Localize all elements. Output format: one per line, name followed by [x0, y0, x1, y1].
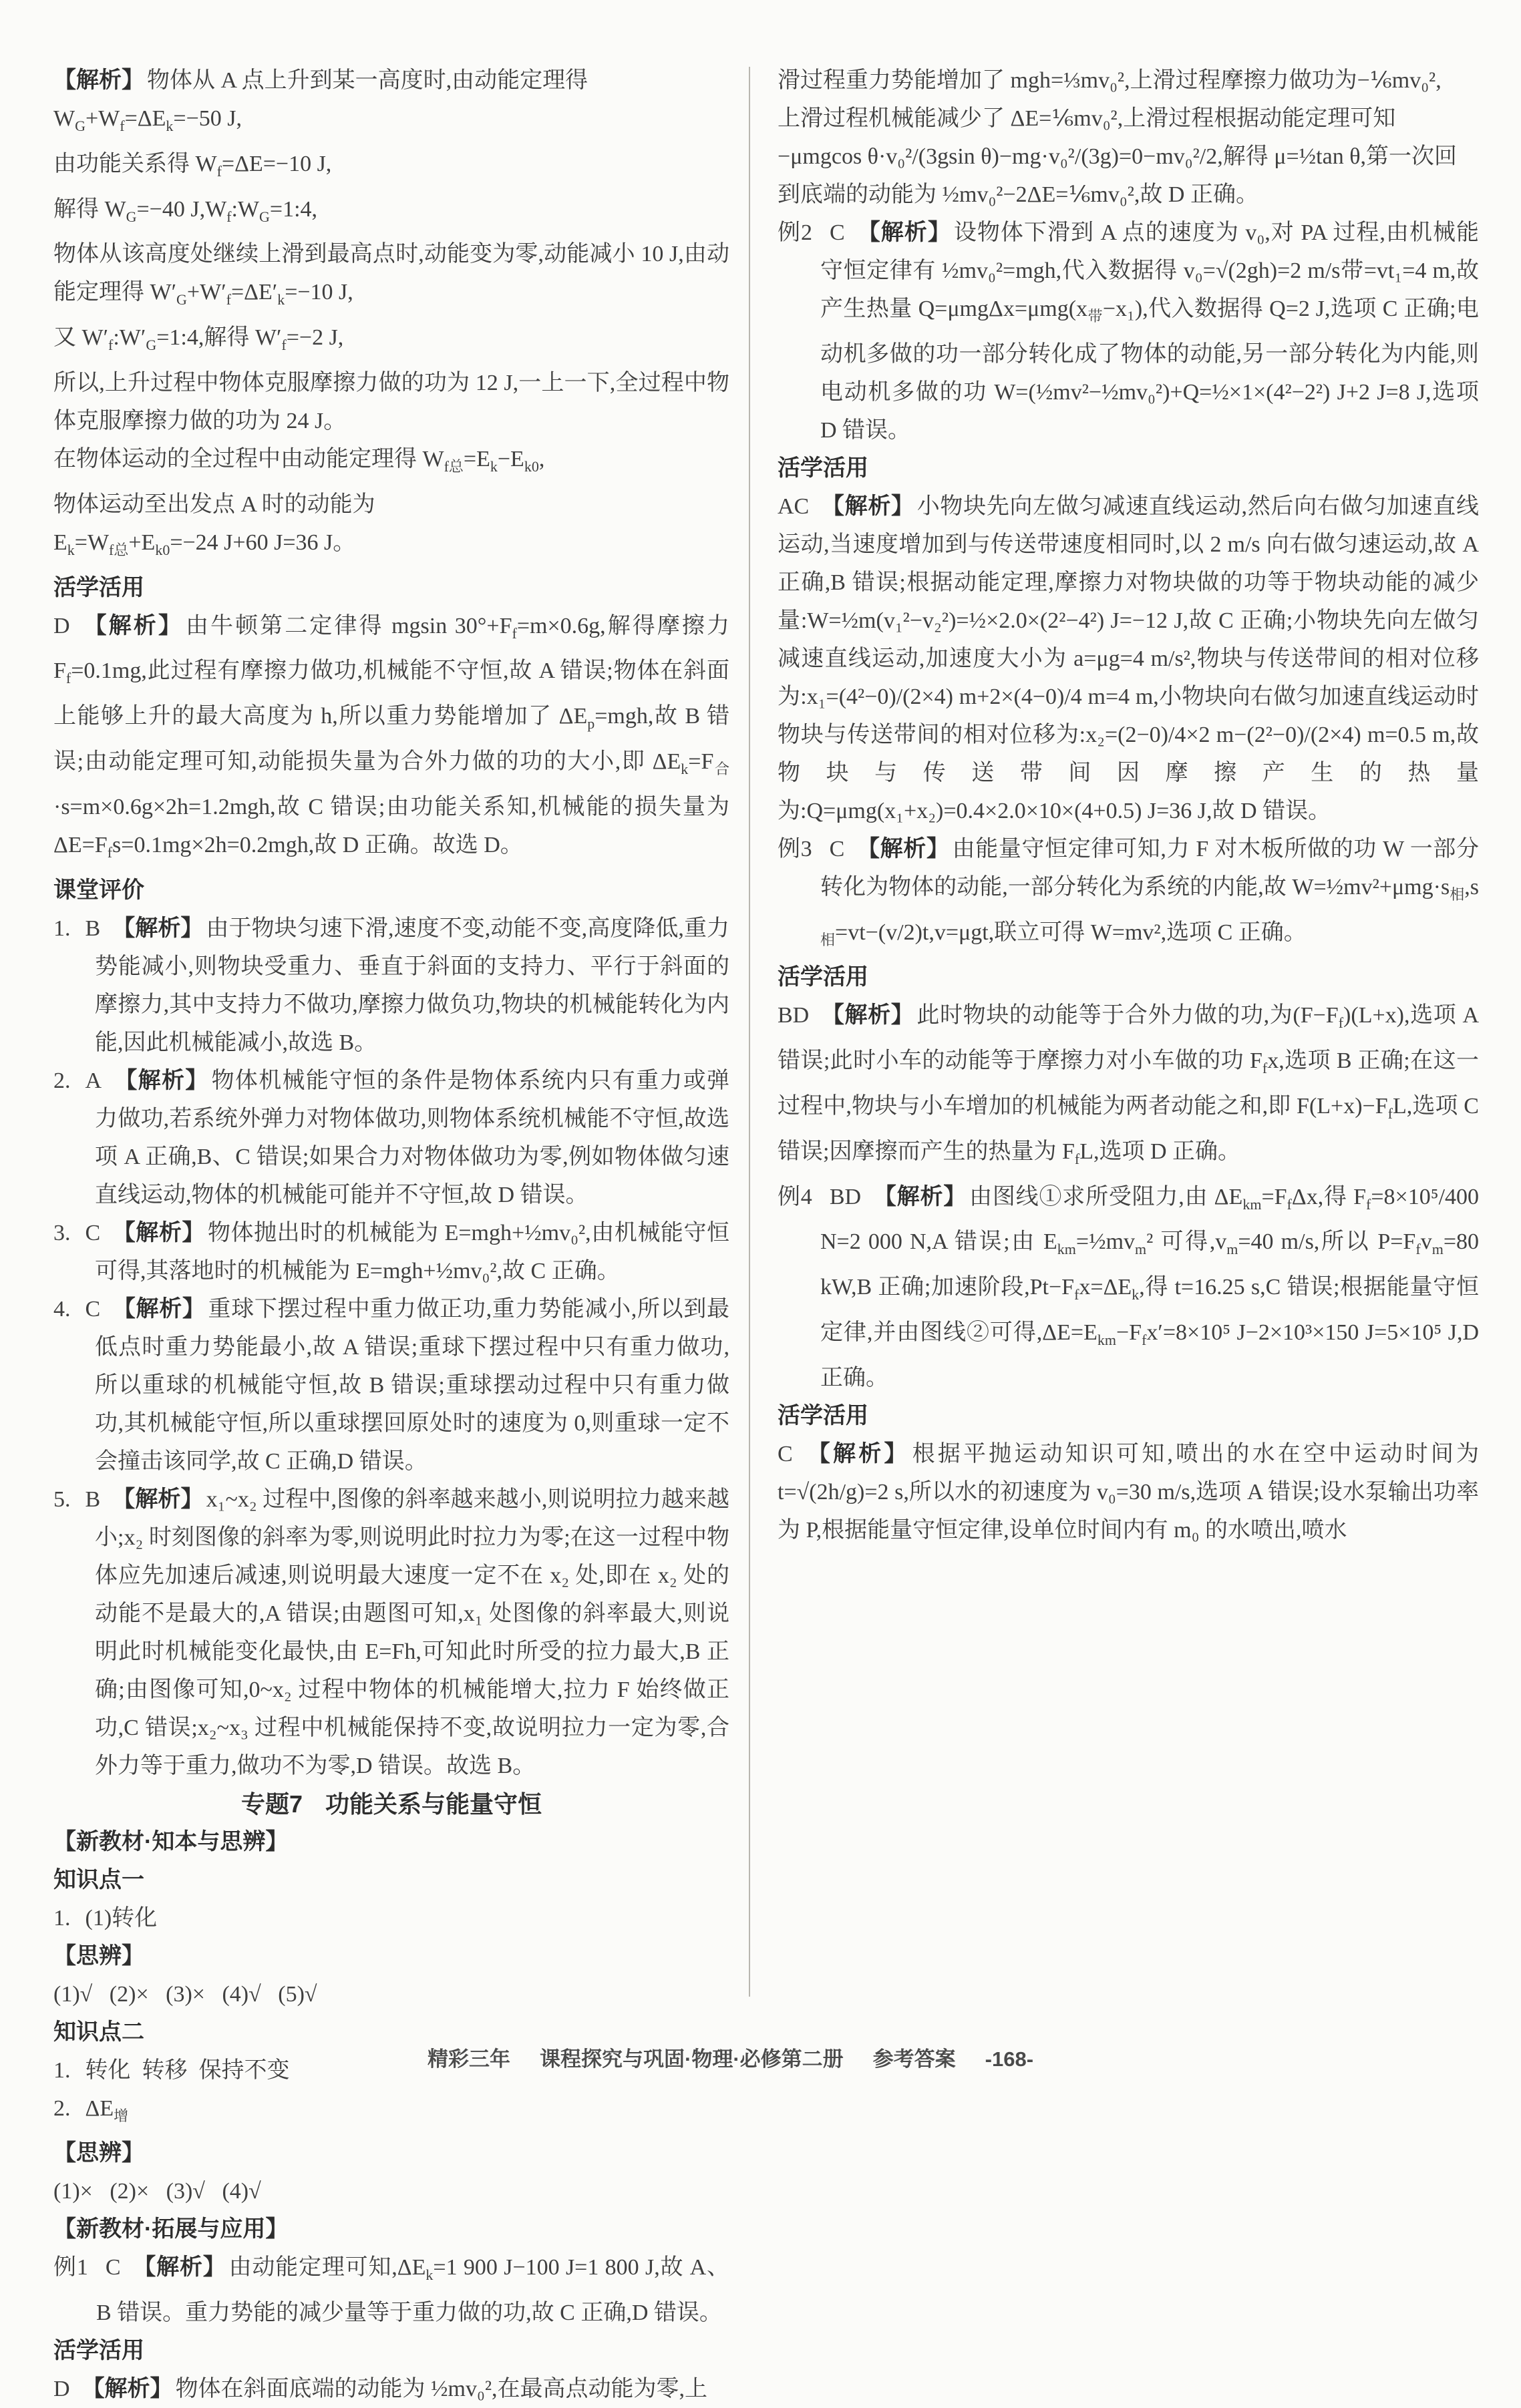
knowledge-point-2-heading: 知识点二	[53, 2019, 144, 2045]
knowledge-point-1-heading: 知识点一	[53, 1866, 144, 1892]
solution-text: 物体从 A 点上升到某一高度时,由动能定理得	[147, 68, 588, 93]
analysis-marker: 【解析】	[804, 1440, 910, 1466]
section-heading-huoxue: 活学活用	[778, 455, 868, 481]
bracket-heading-tuozhan: 【新教材·拓展与应用】	[53, 2216, 289, 2242]
footer-section-label: 参考答案	[872, 2047, 956, 2071]
equation-line: 由功能关系得 $W_f=\Delta E=-10$ J,	[53, 151, 332, 180]
answer-text: (1)转化	[85, 1905, 158, 1931]
example-number: 例2	[778, 220, 813, 245]
item-number: 2.	[53, 1068, 71, 1093]
answer-text: 转化 转移 保持不变	[85, 2057, 290, 2083]
example-number: 例3	[778, 836, 812, 861]
solution-text: 上滑过程机械能减少了 ΔE=⅙mv₀²,上滑过程根据动能定理可知	[778, 106, 1396, 131]
topic-number: 专题7	[240, 1790, 303, 1818]
equation-line: $W_G+W_f=\Delta E_k=-50$ J,	[53, 106, 242, 134]
item-number: 2.	[53, 2095, 71, 2121]
analysis-marker: 【解析】	[112, 1486, 204, 1512]
answer-item	[778, 487, 1479, 830]
page-footer	[428, 2042, 1033, 2072]
analysis-marker: 【解析】	[112, 915, 204, 941]
analysis-marker: 【解析】	[873, 1183, 967, 1209]
numbered-answer-item	[53, 1062, 729, 1214]
answer-text: $\Delta E_增$	[85, 2095, 129, 2124]
answer-text: 由动能定理可知$,\Delta E_k=1$ 900 J−100 J=1 800 J,故 A、B 错误。重力势能的减少量等于重力做的功,故 C 正确,D 错误。	[96, 2255, 730, 2326]
answer-letter: C	[85, 1296, 101, 1322]
analysis-marker: 【解析】	[81, 2376, 173, 2402]
bracket-heading-zhiben: 【新教材·知本与思辨】	[53, 1828, 289, 1854]
answer-text: 物体在斜面底端的动能为 ½mv₀²,在最高点动能为零,上	[175, 2377, 708, 2402]
answer-text: 小物块先向左做匀减速直线运动,然后向右做匀加速直线运动,当速度增加到与传送带速度相同时,以 2 m/s 向右做匀速运动,故 A 正确,B 错误;根据动能定理,摩擦力对物块做的功等于物块动能的减少量:W=½m(v₁²−v₂²)=½×2.0×(2²−4²) J=−12 J,故 C 正确;小物块先向左做匀减速直线运动,加速度大小为 a=μg=4 m/s²,物块与传送带间的相对位移为:x₁=(4²−0)/(2×4) m+2×(4−0)/4 m=4 m,小物块向右做匀加速直线运动时物块与传送带间的相对位移为:x₂=(2−0)/4×2 m−(2²−0)/(2×4) m=0.5 m,故物块与传送带间因摩擦产生的热量为:Q=μmg(x₁+x₂)=0.4×2.0×10×(4+0.5) J=36 J,故 D 错误。	[778, 493, 1480, 823]
example-answer-item	[778, 1178, 1479, 1397]
analysis-marker: 【解析】	[821, 493, 914, 519]
analysis-marker: 【解析】	[114, 1067, 209, 1093]
answer-text: 此时物块的动能等于合外力做的功,为$(F-F_f)(L+x)$,选项 A 错误;此时小车的动能等于摩擦力对小车做的功 $F_fx$,选项 B 正确;在这一过程中,物块与小车增加的机械能为两者动能之和,即 $F(L+x)-F_fL$,选项 C 错误;因摩擦而产生的热量为 $F_fL$,选项 D 正确。	[778, 1003, 1479, 1167]
answer-letter: C	[778, 1441, 793, 1466]
analysis-marker: 【解析】	[81, 612, 183, 638]
section-heading-huoxue: 活学活用	[778, 1402, 868, 1428]
equation-line: 解得 $W_G=-40$ $J,W_f:W_G=1:4$,	[53, 196, 318, 225]
answer-letter: D	[53, 2377, 70, 2402]
answer-letter: C	[829, 836, 845, 861]
answer-letter: D	[53, 613, 70, 638]
right-column	[778, 61, 1479, 1549]
true-false-answers: (1)× (2)× (3)√ (4)√	[53, 2179, 261, 2204]
column-divider	[749, 67, 750, 1997]
answer-letter: C	[830, 220, 845, 245]
answer-text: x₁~x₂ 过程中,图像的斜率越来越小,则说明拉力越来越小;x₂ 时刻图像的斜率为零,则说明此时拉力为零;在这一过程中物体应先加速后减速,则说明最大速度一定不在 x₂ 处,即在 x₂ 处的动能不是最大的,A 错误;由题图可知,x₁ 处图像的斜率最大,则说明此时机械能变化最快,由 E=Fh,可知此时所受的拉力最大,B 正确;由图像可知,0~x₂ 过程中物体的机械能增大,拉力 F 始终做正功,C 错误;x₂~x₃ 过程中机械能保持不变,故说明拉力一定为零,合外力等于重力,做功不为零,D 错误。故选 B。	[95, 1486, 730, 1778]
solution-text: 物体从该高度处继续上滑到最高点时,动能变为零,动能减小 10 J,由动能定理得 $W'_G+W'_f=\Delta E'_k=-10$ J,	[53, 242, 729, 309]
footer-series: 精彩三年	[428, 2047, 510, 2071]
analysis-marker: 【解析】	[112, 1295, 206, 1322]
answer-letter: BD	[829, 1184, 862, 1209]
item-number: 4.	[53, 1296, 71, 1322]
analysis-marker: 【解析】	[112, 1219, 205, 1245]
section-heading-huoxue: 活学活用	[778, 964, 868, 990]
example-number: 例4	[778, 1184, 812, 1209]
item-number: 1.	[53, 916, 71, 941]
answer-text: 由能量守恒定律可知,力 F 对木板所做的功 W 一部分转化为物体的动能,一部分转化为系统的内能,故 $W=\frac{1}{2}mv^2+\mu mg\cdot s_相,s_相=vt-(v/2)t,v=\mu gt$,联立可得 W=mv²,选项 C 正确。	[820, 836, 1480, 948]
answer-letter: C	[105, 2255, 121, 2280]
answer-letter: B	[85, 1486, 101, 1512]
solution-text: 滑过程重力势能增加了 mgh=⅓mv₀²,上滑过程摩擦力做功为−⅙mv₀²,	[778, 68, 1442, 93]
numbered-answer-item	[53, 1290, 729, 1480]
knowledge-answer	[53, 1899, 729, 1937]
answer-letter: AC	[778, 493, 810, 519]
equation-line: 又 $W'_f:W'_G=1:4$,解得 $W'_f=-2$ J,	[53, 325, 344, 353]
answer-text: 根据平抛运动知识可知,喷出的水在空中运动时间为 t=√(2h/g)=2 s,所以水的初速度为 v₀=30 m/s,选项 A 错误;设水泵输出功率为 P,根据能量守恒定律,设单位时间内有 m₀ 的水喷出,喷水	[778, 1441, 1480, 1543]
answer-item	[53, 607, 729, 871]
equation-line: $E_k=W_{f总}+E_{k0}=-24$ J+60 J=36 J。	[53, 530, 356, 558]
numbered-answer-item	[53, 910, 729, 1062]
answer-text: 物体抛出时的机械能为 E=mgh+½mv₀²,由机械能守恒可得,其落地时的机械能为 E=mgh+½mv₀²,故 C 正确。	[95, 1220, 730, 1283]
numbered-answer-item	[53, 1214, 729, 1290]
bracket-heading-sibian: 【思辨】	[53, 2140, 144, 2166]
numbered-answer-item	[53, 1480, 729, 1785]
section-heading-ketang: 课堂评价	[53, 877, 144, 903]
analysis-marker: 【解析】	[856, 220, 951, 245]
true-false-answers: (1)√ (2)× (3)× (4)√ (5)√	[53, 1981, 317, 2007]
answer-letter: BD	[778, 1003, 810, 1028]
answer-text: 重球下摆过程中重力做正功,重力势能减小,所以到最低点时重力势能最小,故 A 错误;重球下摆过程中只有重力做功,所以重球的机械能守恒,故 B 错误;重球摆动过程中只有重力做功,其机械能守恒,所以重球摆回原处时的速度为 0,则重球一定不会撞击该同学,故 C 正确,D 错误。	[95, 1296, 729, 1474]
answer-text: 由图线①求所受阻力,由 $\Delta E_{km}=F_f\Delta x$,得 $F_f=8\times 10^5/400$ N=2 000 N,A 错误;由 $E_{km}=\frac{1}{2}mv_m^2$ 可得$,v_m=40$ m/s,所以 $P=F_fv_m=80$ kW,B 正确;加速阶段$,Pt-F_fx=\Delta E_k$,得 t=16.25 s,C 错误;根据能量守恒定律,并由图线②可得$,\Delta E=E_{km}-F_fx'=8\times 10^5$ J−2×10³×150 J=5×10⁵ J,D 正确。	[820, 1184, 1480, 1390]
solution-text: 所以,上升过程中物体克服摩擦力做的功为 12 J,一上一下,全过程中物体克服摩擦力做的功为 24 J。	[53, 370, 729, 433]
section-heading-huoxue: 活学活用	[53, 574, 144, 600]
solution-paragraph	[53, 61, 729, 99]
item-number: 3.	[53, 1220, 71, 1245]
answer-letter: B	[85, 916, 101, 941]
example-answer-item	[778, 214, 1479, 449]
bracket-heading-sibian: 【思辨】	[53, 1943, 144, 1969]
answer-letter: C	[85, 1220, 101, 1245]
section-heading-huoxue: 活学活用	[53, 2338, 144, 2364]
footer-book-title: 课程探究与巩固·物理·必修第二册	[540, 2047, 844, 2071]
item-number: 5.	[53, 1486, 71, 1512]
answer-text: 由于物块匀速下滑,速度不变,动能不变,高度降低,重力势能减小,则物块受重力、垂直于斜面的支持力、平行于斜面的摩擦力,其中支持力不做功,摩擦力做负功,物块的机械能转化为内能,因此机械能减小,故选 B。	[95, 916, 730, 1055]
answer-text: 设物体下滑到 A 点的速度为 v₀,对 PA 过程,由机械能守恒定律有 ½mv₀²=mgh,代入数据得 v₀=√(2gh)=2 m/s带=vt₁=4 m,故产生热量 $Q=\mu mg\Delta x=\mu mg(x_带-x_1)$,代入数据得 Q=2 J,选项 C 正确;电动机多做的功一部分转化成了物体的动能,另一部分转化为内能,则电动机多做的功 W=(½mv²−½mv₀²)+Q=½×1×(4²−2²) J+2 J=8 J,选项 D 错误。	[820, 220, 1480, 443]
item-number: 1.	[53, 2057, 71, 2083]
knowledge-answer	[53, 2089, 729, 2135]
item-number: 1.	[53, 1905, 71, 1931]
topic-title: 功能关系与能量守恒	[325, 1790, 542, 1818]
answer-letter: A	[85, 1068, 102, 1093]
equation-line: −μmgcos θ·v₀²/(3gsin θ)−mg·v₀²/(3g)=0−mv₀²/2,解得 μ=½tan θ,第一次回	[778, 144, 1457, 169]
analysis-marker: 【解析】	[132, 2254, 226, 2280]
answer-item	[778, 996, 1479, 1177]
solution-text: 物体运动至出发点 A 时的动能为	[53, 491, 375, 517]
footer-page-number: -168-	[985, 2047, 1034, 2071]
answer-text: 物体机械能守恒的条件是物体系统内只有重力或弹力做功,若系统外弹力对物体做功,则物体系统机械能不守恒,故选项 A 正确,B、C 错误;如果合力对物体做功为零,例如物体做匀速直线运动,物体的机械能可能并不守恒,故 D 错误。	[95, 1068, 730, 1207]
topic-heading	[53, 1785, 729, 1823]
answer-item	[53, 2370, 729, 2408]
analysis-marker: 【解析】	[821, 1002, 914, 1028]
analysis-marker: 【解析】	[856, 835, 950, 861]
example-number: 例1	[53, 2255, 88, 2280]
solution-text: 到底端的动能为 ½mv₀²−2ΔE=⅙mv₀²,故 D 正确。	[778, 182, 1258, 207]
answer-text: 由牛顿第二定律得 mgsin $30^\circ+F_f=m\times 0.6g$,解得摩擦力 $F_f=0.1mg$,此过程有摩擦力做功,机械能不守恒,故 A 错误;物体在斜面上能够上升的最大高度为 h,所以重力势能增加了 $\Delta E_p=mgh$,故 B 错误;由动能定理可知,动能损失量为合外力做的功的大小,即 $\Delta E_k=F_合\cdot s=m\times 0.6g\times 2h=1.2mgh$,故 C 错误;由功能关系知,机械能的损失量为 $\Delta E=F_fs=0.1mg\times 2h=0.2mgh$,故 D 正确。故选 D。	[53, 613, 729, 861]
example-answer-item	[778, 830, 1479, 959]
analysis-marker: 【解析】	[53, 67, 144, 93]
solution-text: 在物体运动的全过程中由动能定理得 $W_{f总}=E_k-E_{k0}$,	[53, 446, 545, 475]
example-answer-item	[53, 2248, 729, 2332]
answer-item	[778, 1435, 1479, 1549]
